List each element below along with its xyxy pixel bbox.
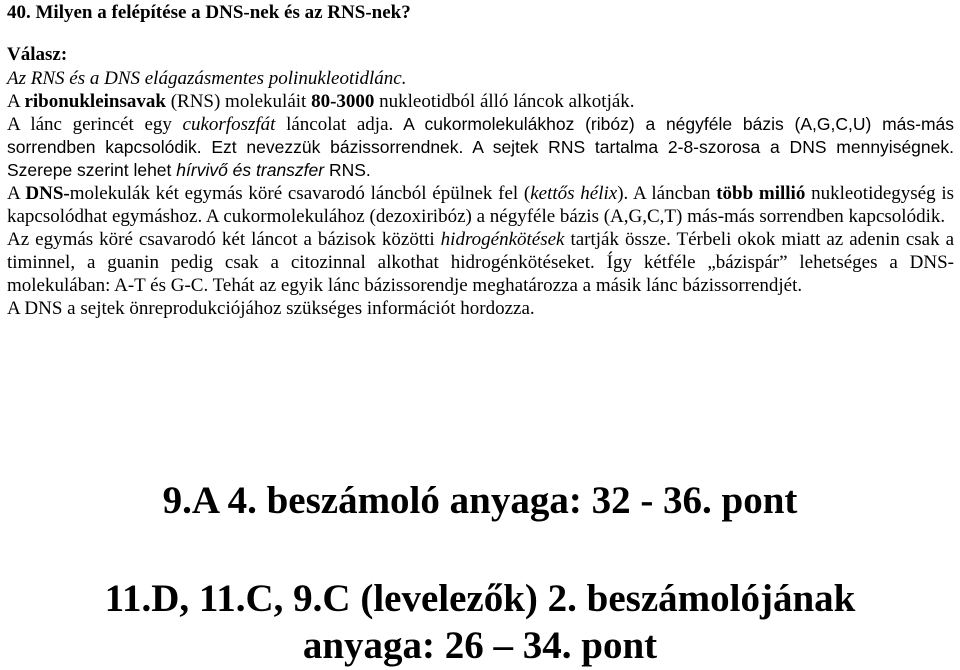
assignment-note-2-line-1: 11.D, 11.C, 9.C (levelezők) 2. beszámolójának xyxy=(104,577,856,620)
answer-label: Válasz: xyxy=(7,44,68,65)
question-heading: 40. Milyen a felépítése a DNS-nek és az RNS-nek? xyxy=(7,2,411,23)
paragraph-5: Az egymás köré csavarodó két láncot a bázisok közötti hidrogénkötések tartják össze. Térbeli okok miatt az adenin csak a timinnel, a guanin pedig csak a citozinnal alkothat hidrogénkötéseket. Így kétféle „bázispár” lehetséges a DNS-molekulában: A-T és G-C. Tehát az egyik lánc bázissorendje meghatározza a másik lánc bázissorrendjét. xyxy=(7,229,954,296)
paragraph-6: A DNS a sejtek önreprodukciójához szükséges információt hordozza. xyxy=(7,298,535,319)
answer-body xyxy=(7,67,954,320)
assignment-note-1: 9.A 4. beszámoló anyaga: 32 - 36. pont xyxy=(162,479,798,522)
paragraph-2: A ribonukleinsavak (RNS) molekuláit 80-3000 nukleotidból álló láncok alkotják. xyxy=(7,91,635,112)
assignment-note-2-line-2: anyaga: 26 – 34. pont xyxy=(302,624,658,667)
assignment-note-2 xyxy=(0,575,960,669)
paragraph-4: A DNS-molekulák két egymás köré csavarodó láncból épülnek fel (kettős hélix). A láncban több millió nukleotidegység is kapcsolódhat egymáshoz. A cukormolekulához (dezoxiribóz) a négyféle bázis (A,G,C,T) más-más sorrendben kapcsolódik. xyxy=(7,183,955,227)
paragraph-1: Az RNS és a DNS elágazásmentes polinukleotidlánc. xyxy=(7,68,407,89)
paragraph-3: A lánc gerincét egy cukorfoszfát láncolat adja. A cukormolekulákhoz (ribóz) a négyféle bázis (A,G,C,U) más-más sorrendben kapcsolódik. Ezt nevezzük bázissorrendnek. A sejtek RNS tartalma 2-8-szorosa a DNS mennyiségnek. Szerepe szerint lehet hírvivő és transzfer RNS. xyxy=(7,114,955,180)
